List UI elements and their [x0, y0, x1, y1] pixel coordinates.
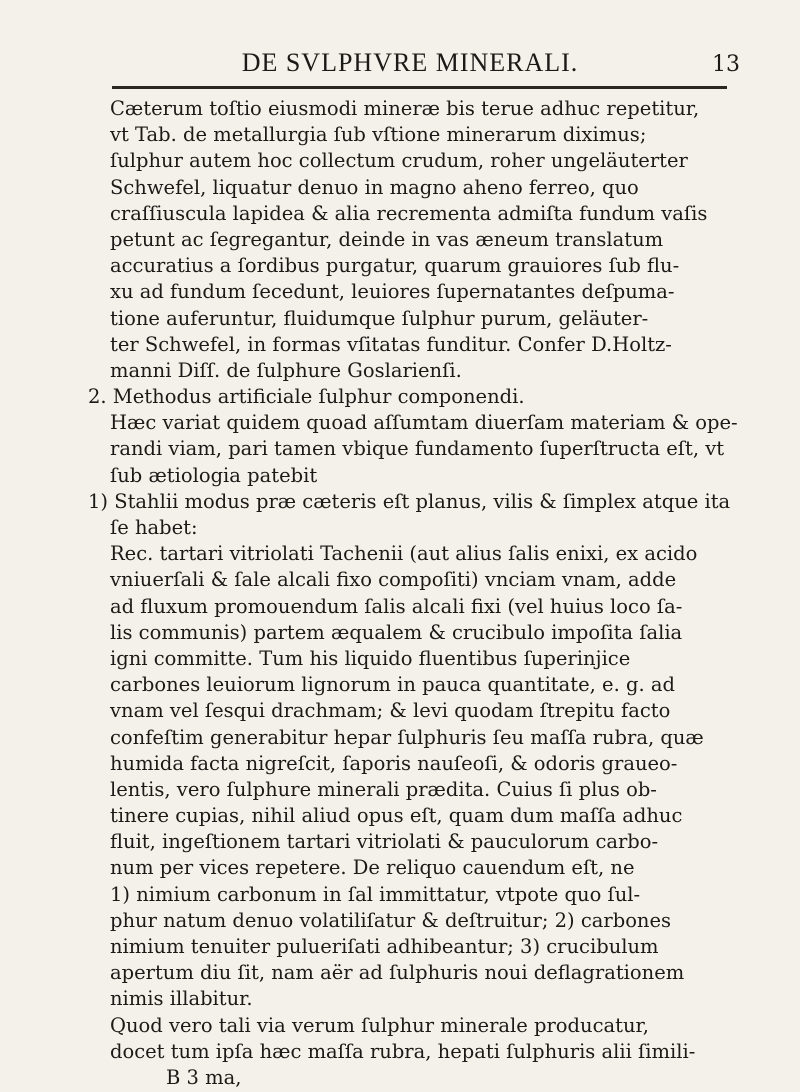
- text-line: xu ad fundum ſecedunt, leuiores ſupernatantes deſpuma-: [110, 280, 675, 304]
- text-line: 1) nimium carbonum in ſal immittatur, vtpote quo ſul-: [110, 882, 641, 906]
- text-line: accuratius a ſordibus purgatur, quarum grauiores ſub flu-: [110, 254, 680, 278]
- text-line: ſub ætiologia patebit: [110, 463, 318, 487]
- text-line: nimis illabitur.: [110, 987, 253, 1011]
- text-line: lis communis) partem æqualem & crucibulo impoſita ſalia: [110, 620, 683, 644]
- text-line: randi viam, pari tamen vbique fundamento ſuperſtructa eſt, vt: [110, 437, 725, 461]
- text-line: carbones leuiorum lignorum in pauca quantitate, e. g. ad: [110, 673, 675, 697]
- text-line: 2. Methodus artificiale ſulphur componendi.: [88, 385, 525, 409]
- text-line: ad fluxum promouendum ſalis alcali fixi (vel huius loco ſa-: [110, 594, 683, 618]
- text-line: tione auferuntur, fluidumque ſulphur purum, geläuter-: [110, 306, 649, 330]
- text-line: humida facta nigreſcit, ſaporis nauſeoſi, & odoris graueo-: [110, 751, 678, 775]
- text-line: apertum diu ſit, nam aër ad ſulphuris noui deflagrationem: [110, 961, 685, 985]
- text-line: Schwefel, liquatur denuo in magno aheno ferreo, quo: [110, 175, 639, 199]
- text-line: confeſtim generabitur hepar ſulphuris ſeu maſſa rubra, quæ: [110, 725, 704, 749]
- text-line: Quod vero tali via verum ſulphur minerale producatur,: [110, 1013, 649, 1037]
- text-line: phur natum denuo volatiliſatur & deſtruitur; 2) carbones: [110, 908, 672, 932]
- text-line: lentis, vero ſulphure minerali prædita. Cuius ſi plus ob-: [110, 777, 657, 801]
- text-line: tinere cupias, nihil aliud opus eſt, quam dum maſſa adhuc: [110, 804, 683, 828]
- text-line: num per vices repetere. De reliquo cauendum eſt, ne: [110, 856, 635, 880]
- text-line: craſſiuscula lapidea & alia recrementa admiſta fundum vaſis: [110, 201, 708, 225]
- text-line: 1) Stahlii modus præ cæteris eſt planus, vilis & ſimplex atque ita: [88, 489, 731, 513]
- text-line: vnam vel ſesqui drachmam; & levi quodam ſtrepitu facto: [110, 699, 671, 723]
- page-number: 13: [712, 52, 740, 77]
- text-line: ſulphur autem hoc collectum crudum, roher ungeläuterter: [110, 149, 688, 173]
- text-line: B 3 ma,: [166, 1065, 242, 1089]
- text-line: nimium tenuiter pulueriſati adhibeantur; 3) crucibulum: [110, 935, 659, 958]
- header-rule: [112, 86, 727, 89]
- text-line: ſe habet:: [110, 516, 198, 539]
- body-text: [88, 96, 750, 1091]
- running-title: DE SVLPHVRE MINERALI.: [241, 48, 579, 77]
- text-line: vniuerſali & ſale alcali fixo compoſiti) vnciam vnam, adde: [110, 568, 677, 592]
- text-line: igni committe. Tum his liquido fluentibus ſuperinjice: [110, 646, 631, 670]
- running-head: [0, 42, 800, 82]
- text-line: Hæc variat quidem quoad aſſumtam diuerſam materiam & ope-: [110, 411, 738, 435]
- text-line: Cæterum toſtio eiusmodi mineræ bis terue adhuc repetitur,: [110, 97, 700, 120]
- text-line: docet tum ipſa hæc maſſa rubra, hepati ſulphuris alii ſimili-: [110, 1039, 696, 1063]
- text-line: fluit, ingeſtionem tartari vitriolati & pauculorum carbo-: [110, 830, 659, 854]
- text-line: petunt ac ſegregantur, deinde in vas æneum translatum: [110, 227, 664, 251]
- text-line: ter Schwefel, in formas vſitatas funditur. Confer D.Holtz-: [110, 332, 672, 356]
- text-line: Rec. tartari vitriolati Tachenii (aut alius ſalis enixi, ex acido: [110, 542, 698, 566]
- text-line: manni Diſſ. de ſulphure Goslarienſi.: [110, 358, 462, 382]
- text-line: vt Tab. de metallurgia ſub vſtione minerarum diximus;: [110, 123, 647, 147]
